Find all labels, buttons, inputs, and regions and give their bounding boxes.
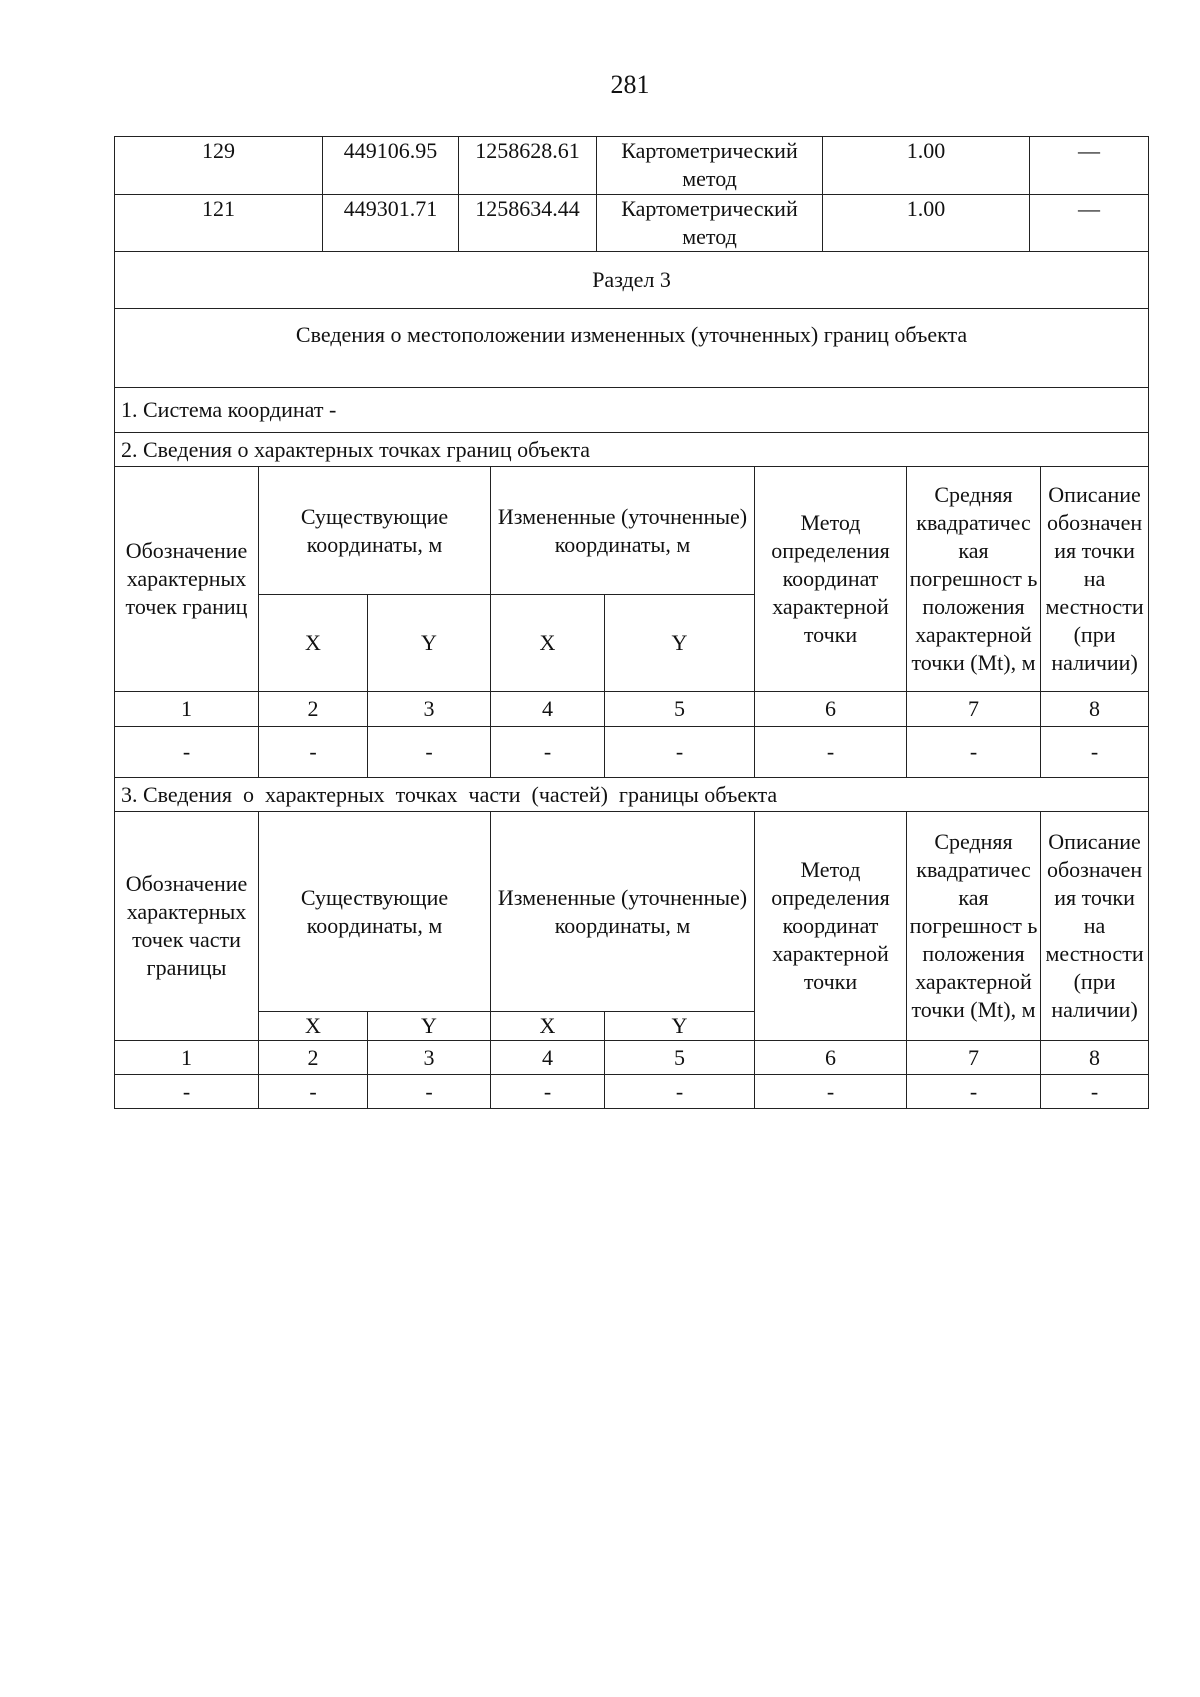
column-number: 1 [115, 1041, 259, 1075]
empty-cell: - [491, 1075, 605, 1109]
column-number: 6 [755, 692, 907, 727]
empty-cell: - [259, 1075, 368, 1109]
part-2-title: 2. Сведения о характерных точках границ объекта [115, 433, 1149, 467]
column-numbers-row [115, 1041, 1149, 1075]
column-number: 6 [755, 1041, 907, 1075]
empty-cell: - [1041, 1075, 1149, 1109]
column-number: 8 [1041, 692, 1149, 727]
empty-cell: - [907, 727, 1041, 778]
table-row [115, 1075, 1149, 1109]
method: Картометрический метод [597, 137, 823, 195]
header-x: X [259, 1012, 368, 1041]
section-title: Раздел 3 [115, 252, 1149, 309]
column-number: 8 [1041, 1041, 1149, 1075]
table-row [115, 727, 1149, 778]
empty-cell: - [115, 1075, 259, 1109]
column-number: 5 [605, 692, 755, 727]
header-designation: Обозначение характерных точек границ [115, 467, 259, 692]
column-number: 5 [605, 1041, 755, 1075]
empty-cell: - [755, 727, 907, 778]
header-existing-coords: Существующие координаты, м [259, 812, 491, 1012]
column-number: 7 [907, 692, 1041, 727]
accuracy: 1.00 [823, 137, 1030, 195]
empty-cell: - [115, 727, 259, 778]
table-row [115, 195, 1149, 252]
part-3-title: 3. Сведения о характерных точках части (частей) границы объекта [115, 778, 1149, 812]
column-number: 2 [259, 692, 368, 727]
coord-y: 1258628.61 [459, 137, 597, 195]
header-x: X [259, 595, 368, 692]
header-changed-coords: Измененные (уточненные) координаты, м [491, 467, 755, 595]
header-y: Y [605, 595, 755, 692]
accuracy: 1.00 [823, 195, 1030, 252]
column-number: 3 [368, 692, 491, 727]
description: — [1030, 137, 1149, 195]
coord-y: 1258634.44 [459, 195, 597, 252]
header-description: Описание обозначен ия точки на местности (при наличии) [1041, 812, 1149, 1041]
description: — [1030, 195, 1149, 252]
table-row [115, 137, 1149, 195]
header-accuracy: Средняя квадратичес кая погрешност ь положения характерной точки (Mt), м [907, 812, 1041, 1041]
empty-cell: - [368, 727, 491, 778]
section-3-table [114, 251, 1149, 1109]
empty-cell: - [491, 727, 605, 778]
empty-cell: - [368, 1075, 491, 1109]
section-subtitle: Сведения о местоположении измененных (уточненных) границ объекта [115, 309, 1149, 388]
page-number: 281 [610, 70, 650, 99]
header-y: Y [605, 1012, 755, 1041]
column-number: 4 [491, 692, 605, 727]
coord-x: 449106.95 [323, 137, 459, 195]
empty-cell: - [755, 1075, 907, 1109]
header-existing-coords: Существующие координаты, м [259, 467, 491, 595]
previous-points-table [114, 136, 1149, 252]
header-method: Метод определения координат характерной точки [755, 812, 907, 1041]
method: Картометрический метод [597, 195, 823, 252]
header-y: Y [368, 1012, 491, 1041]
point-id: 121 [115, 195, 323, 252]
header-changed-coords: Измененные (уточненные) координаты, м [491, 812, 755, 1012]
empty-cell: - [1041, 727, 1149, 778]
header-method: Метод определения координат характерной точки [755, 467, 907, 692]
header-description: Описание обозначен ия точки на местности (при наличии) [1041, 467, 1149, 692]
coordinate-system: 1. Система координат - [115, 388, 1149, 433]
header-x: X [491, 1012, 605, 1041]
column-number: 3 [368, 1041, 491, 1075]
header-designation: Обозначение характерных точек части границы [115, 812, 259, 1041]
empty-cell: - [605, 1075, 755, 1109]
point-id: 129 [115, 137, 323, 195]
header-accuracy: Средняя квадратичес кая погрешност ь положения характерной точки (Mt), м [907, 467, 1041, 692]
coord-x: 449301.71 [323, 195, 459, 252]
header-y: Y [368, 595, 491, 692]
column-number: 4 [491, 1041, 605, 1075]
column-number: 1 [115, 692, 259, 727]
column-number: 2 [259, 1041, 368, 1075]
column-number: 7 [907, 1041, 1041, 1075]
empty-cell: - [605, 727, 755, 778]
empty-cell: - [907, 1075, 1041, 1109]
empty-cell: - [259, 727, 368, 778]
column-numbers-row [115, 692, 1149, 727]
header-x: X [491, 595, 605, 692]
